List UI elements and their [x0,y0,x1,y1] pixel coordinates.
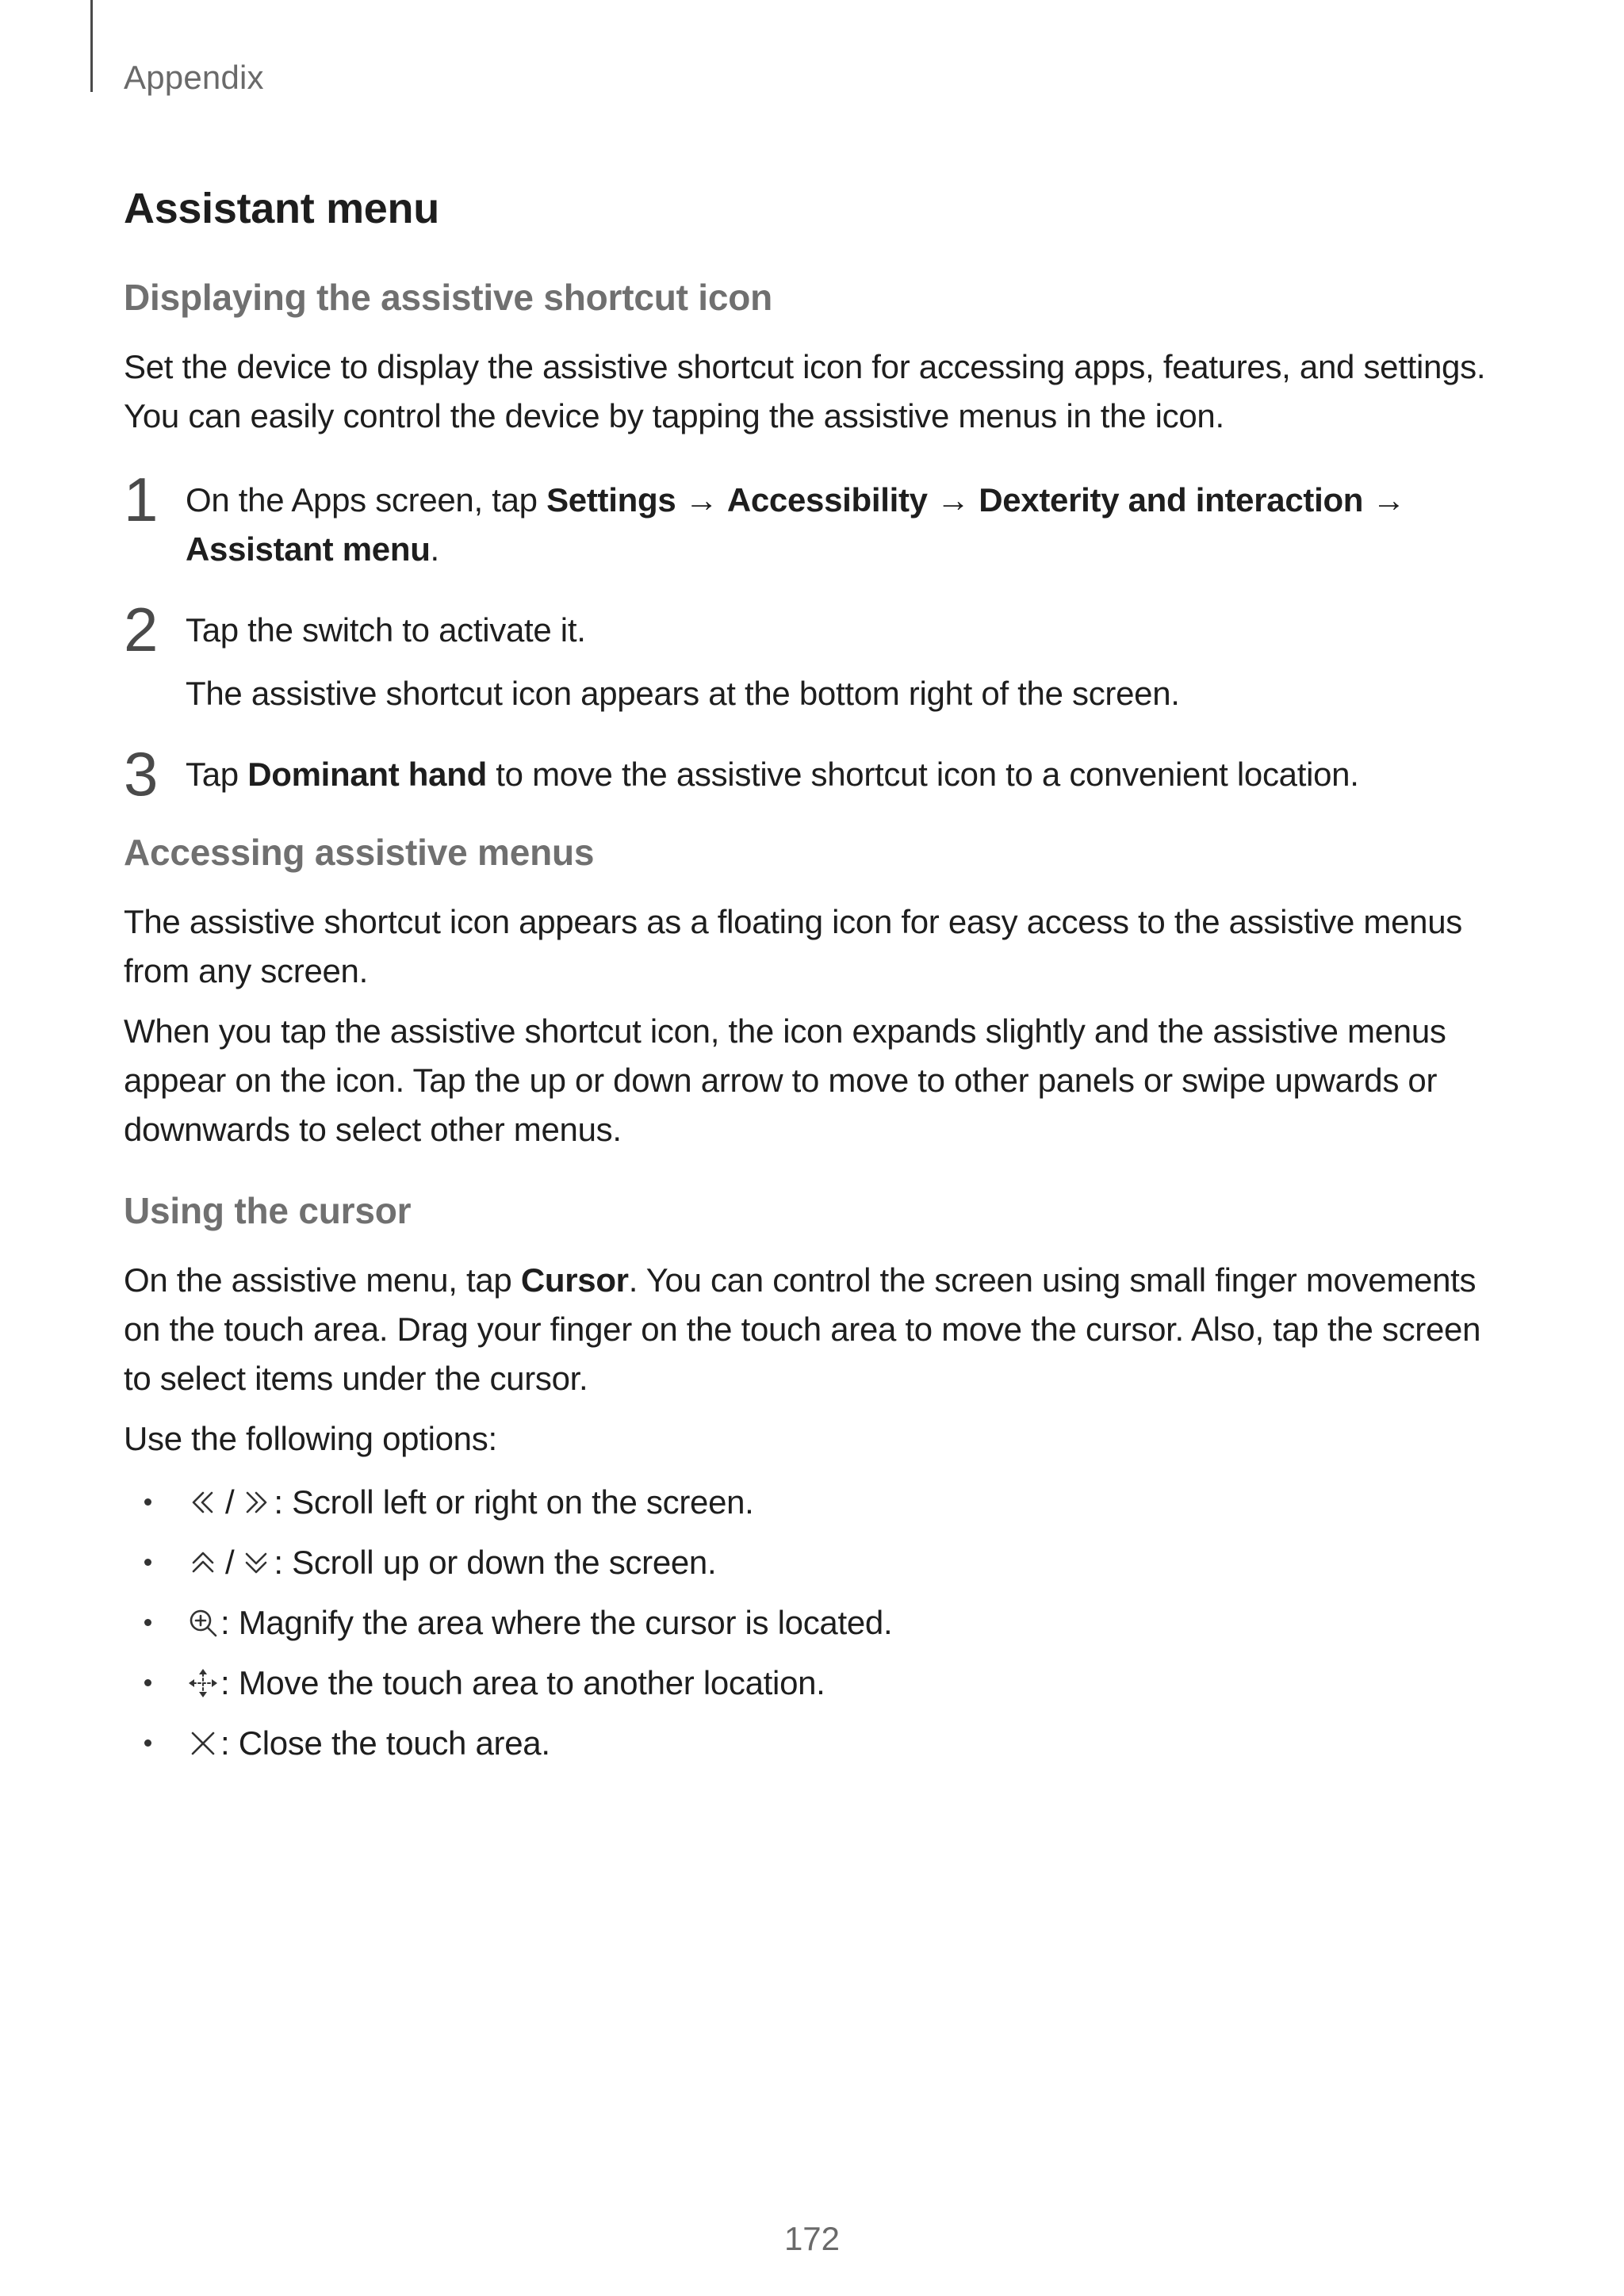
bullet-dot [144,1679,151,1686]
list-item [124,1478,1503,1527]
list-item [124,1598,1503,1647]
bullet-dot [144,1559,151,1566]
margin-rule [90,0,93,92]
step-number: 2 [124,595,159,664]
step-1 [124,465,1503,574]
option-text: : Scroll up or down the screen. [274,1544,717,1581]
section-heading-accessing: Accessing assistive menus [124,832,595,873]
bullet-dot [144,1498,151,1506]
double-chevron-up-icon [186,1545,220,1580]
double-chevron-left-icon [186,1485,220,1520]
step-3 [124,739,1503,809]
option-text: : Move the touch area to another location. [220,1664,825,1701]
option-text: : Scroll left or right on the screen. [274,1483,754,1521]
section-intro-paragraph: Set the device to display the assistive shortcut icon for accessing apps, features, and settings. You can easily control the device by tapping the assistive menus in the icon. [124,348,1486,434]
option-text: : Close the touch area. [220,1724,550,1762]
running-head: Appendix [124,59,264,96]
options-list [124,1478,1503,1768]
menu-path-dexterity: Dexterity and interaction [979,481,1364,519]
list-item [124,1538,1503,1587]
step-text: Tap Dominant hand to move the assistive shortcut icon to a convenient location. [186,756,1359,793]
page-content [124,184,1503,1779]
close-x-icon [186,1726,220,1761]
step-text: On the Apps screen, tap Settings → Accessibility → Dexterity and interaction → Assistant menu. [186,481,1406,568]
options-intro: Use the following options: [124,1420,497,1457]
menu-path-assistant-menu: Assistant menu [186,530,431,568]
list-item [124,1659,1503,1708]
step-2 [124,595,1503,718]
double-chevron-right-icon [239,1485,274,1520]
section-heading-displaying: Displaying the assistive shortcut icon [124,277,773,318]
cursor-paragraph: On the assistive menu, tap Cursor. You can control the screen using small finger movements on the touch area. Drag your finger on the touch area to move the cursor. Also, tap the screen to select items under the cursor. [124,1261,1481,1397]
step-number: 1 [124,465,159,534]
step-number: 3 [124,739,159,809]
separator: / [225,1483,235,1521]
magnify-plus-icon [186,1605,220,1640]
cursor-label: Cursor [520,1261,629,1299]
bullet-dot [144,1619,151,1626]
section-heading-cursor: Using the cursor [124,1190,412,1231]
separator: / [225,1544,235,1581]
page-number: 172 [783,2220,841,2257]
bullet-dot [144,1739,151,1747]
dominant-hand-label: Dominant hand [247,756,487,793]
move-arrows-icon [186,1666,220,1701]
menu-path-settings: Settings [546,481,676,519]
double-chevron-down-icon [239,1545,274,1580]
step-note: The assistive shortcut icon appears at the bottom right of the screen. [186,675,1180,712]
list-item [124,1719,1503,1768]
menu-path-accessibility: Accessibility [726,481,928,519]
step-text: Tap the switch to activate it. [186,611,586,649]
option-text: : Magnify the area where the cursor is located. [220,1604,893,1641]
page-title: Assistant menu [124,185,439,232]
paragraph: When you tap the assistive shortcut icon, the icon expands slightly and the assistive menus appear on the icon. Tap the up or down arrow to move to other panels or swipe upwards or downwards to select other menus. [124,1012,1446,1148]
paragraph: The assistive shortcut icon appears as a floating icon for easy access to the assistive menus from any screen. [124,903,1462,989]
